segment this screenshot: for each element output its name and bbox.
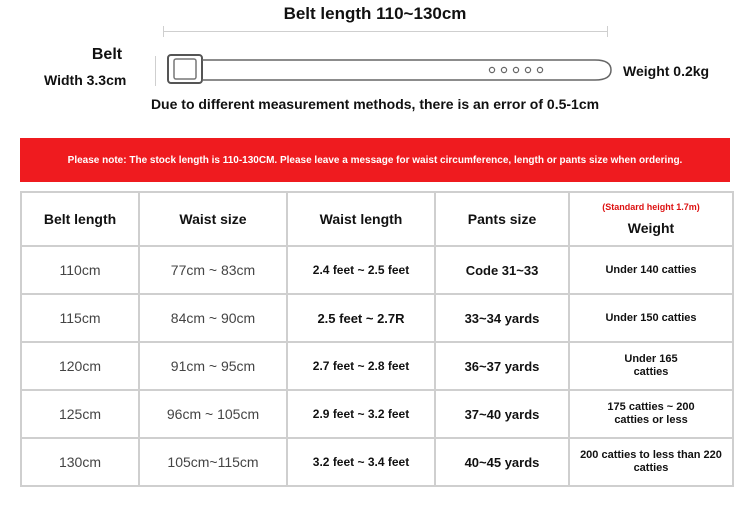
cell-belt-length: 130cm (21, 438, 139, 486)
cell-waist-size: 105cm~115cm (139, 438, 287, 486)
belt-label: Belt (91, 46, 123, 63)
cell-belt-length: 125cm (21, 390, 139, 438)
cell-weight: 175 catties ~ 200 catties or less (569, 390, 733, 438)
cell-belt-length: 120cm (21, 342, 139, 390)
cell-weight: Under 150 catties (569, 294, 733, 342)
belt-weight-label: Weight 0.2kg (623, 63, 710, 79)
length-dimension-line (163, 31, 608, 32)
buckle-inner (174, 59, 196, 79)
header-weight-label: Weight (627, 220, 675, 236)
cell-weight: Under 140 catties (569, 246, 733, 294)
belt-hole (489, 67, 494, 72)
order-note-text: Please note: The stock length is 110-130CM. Please leave a message for waist circumference, length or pants size when ordering. (67, 154, 683, 166)
cell-waist-size: 91cm ~ 95cm (139, 342, 287, 390)
table-row (21, 246, 733, 294)
cell-waist-size: 77cm ~ 83cm (139, 246, 287, 294)
cell-belt-length: 115cm (21, 294, 139, 342)
cell-pants-size: Code 31~33 (435, 246, 569, 294)
cell-waist-size: 84cm ~ 90cm (139, 294, 287, 342)
belt-hole (525, 67, 530, 72)
cell-waist-length: 2.7 feet ~ 2.8 feet (287, 342, 435, 390)
belt-hole (513, 67, 518, 72)
length-dimension-tick-right (607, 26, 608, 37)
cell-pants-size: 40~45 yards (435, 438, 569, 486)
header-weight (569, 192, 733, 246)
cell-pants-size: 36~37 yards (435, 342, 569, 390)
header-belt-length: Belt length (21, 192, 139, 246)
cell-waist-length: 3.2 feet ~ 3.4 feet (287, 438, 435, 486)
table-header-row (21, 192, 733, 246)
measurement-error-note: Due to different measurement methods, there is an error of 0.5-1cm (150, 96, 600, 112)
cell-pants-size: 33~34 yards (435, 294, 569, 342)
table-row (21, 294, 733, 342)
cell-weight: 200 catties to less than 220 catties (569, 438, 733, 486)
cell-waist-length: 2.9 feet ~ 3.2 feet (287, 390, 435, 438)
header-pants-size: Pants size (435, 192, 569, 246)
width-dimension-line (155, 56, 156, 86)
header-waist-size: Waist size (139, 192, 287, 246)
table-row (21, 438, 733, 486)
belt-hole (537, 67, 542, 72)
order-note-banner (20, 138, 730, 182)
cell-waist-length: 2.5 feet ~ 2.7R (287, 294, 435, 342)
cell-waist-size: 96cm ~ 105cm (139, 390, 287, 438)
header-waist-length: Waist length (287, 192, 435, 246)
cell-pants-size: 37~40 yards (435, 390, 569, 438)
cell-weight: Under 165 catties (569, 342, 733, 390)
belt-illustration (165, 52, 615, 86)
belt-length-title: Belt length 110~130cm (283, 4, 467, 23)
size-chart-table (20, 191, 734, 487)
belt-hole (501, 67, 506, 72)
length-dimension-tick-left (163, 26, 164, 37)
belt-strap (202, 60, 611, 80)
cell-waist-length: 2.4 feet ~ 2.5 feet (287, 246, 435, 294)
belt-width-label: Width 3.3cm (44, 72, 127, 88)
cell-belt-length: 110cm (21, 246, 139, 294)
standard-height-note: (Standard height 1.7m) (602, 202, 700, 212)
table-row (21, 390, 733, 438)
table-row (21, 342, 733, 390)
